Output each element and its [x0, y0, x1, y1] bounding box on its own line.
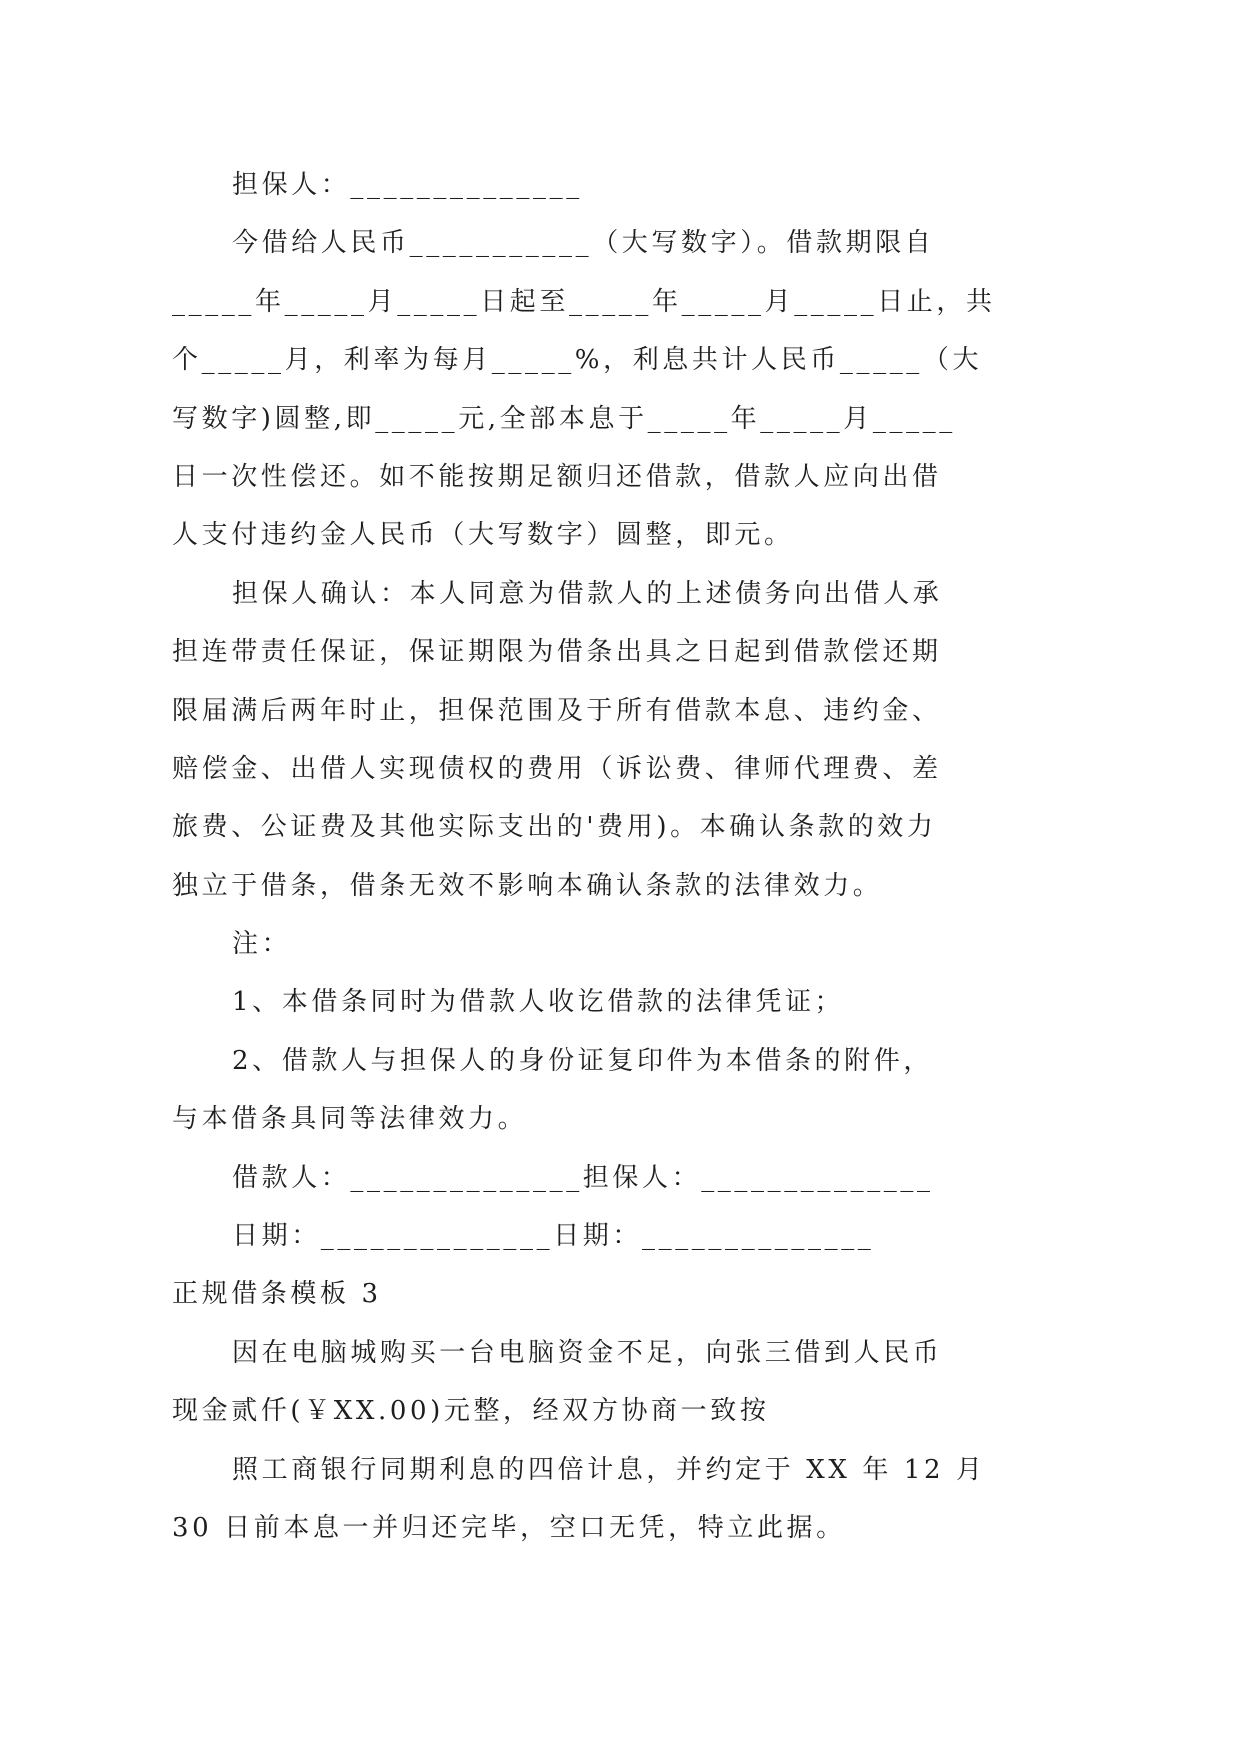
loan-terms-line: 个_____月，利率为每月_____%，利息共计人民币_____（大	[172, 345, 983, 376]
loan-terms-line: 人支付违约金人民币（大写数字）圆整，即元。	[172, 520, 794, 551]
template3-section	[172, 1265, 1172, 1557]
notes-section	[172, 915, 1172, 1149]
guarantee-confirmation-line: 独立于借条，借条无效不影响本确认条款的法律效力。	[172, 870, 883, 901]
loan-terms-line: 日一次性偿还。如不能按期足额归还借款，借款人应向出借	[172, 461, 942, 492]
template3-line: 现金贰仟(￥XX.00)元整，经双方协商一致按	[172, 1396, 770, 1427]
guarantee-confirmation-line: 旅费、公证费及其他实际支出的'费用)。本确认条款的效力	[172, 812, 937, 843]
template3-line: 照工商银行同期利息的四倍计息，并约定于 XX 年 12 月	[232, 1454, 986, 1485]
document-body	[172, 156, 1172, 1557]
loan-terms-line: 写数字)圆整,即_____元,全部本息于_____年_____月_____	[172, 403, 956, 434]
date-row: 日期：______________日期：______________	[232, 1221, 875, 1252]
loan-terms-line: _____年_____月_____日起至_____年_____月_____日止，共	[172, 286, 996, 317]
note-item-2: 2、借款人与担保人的身份证复印件为本借条的附件，	[232, 1045, 933, 1076]
notes-heading: 注：	[232, 929, 292, 960]
guarantor-section	[172, 156, 1172, 214]
signatures-section	[172, 1149, 1172, 1266]
signer-row: 借款人：______________担保人：______________	[232, 1162, 934, 1193]
guarantee-confirmation-line: 限届满后两年时止，担保范围及于所有借款本息、违约金、	[172, 695, 942, 726]
template3-line: 30 日前本息一并归还完毕，空口无凭，特立此据。	[172, 1512, 846, 1543]
guarantee-confirmation-line: 担保人确认：本人同意为借款人的上述债务向出借人承	[232, 578, 943, 609]
note-item-2-continuation: 与本借条具同等法律效力。	[172, 1104, 528, 1135]
guarantee-confirmation-paragraph	[172, 565, 1172, 915]
note-item-1: 1、本借条同时为借款人收讫借款的法律凭证；	[232, 987, 845, 1018]
loan-terms-paragraph	[172, 214, 1172, 564]
guarantor-line: 担保人：______________	[232, 170, 583, 200]
guarantee-confirmation-line: 赔偿金、出借人实现债权的费用（诉讼费、律师代理费、差	[172, 753, 942, 784]
loan-terms-line: 今借给人民币___________（大写数字）。借款期限自	[232, 228, 935, 259]
template3-line: 因在电脑城购买一台电脑资金不足，向张三借到人民币	[232, 1337, 943, 1368]
template3-title: 正规借条模板 3	[172, 1279, 382, 1310]
guarantee-confirmation-line: 担连带责任保证，保证期限为借条出具之日起到借款偿还期	[172, 637, 942, 668]
